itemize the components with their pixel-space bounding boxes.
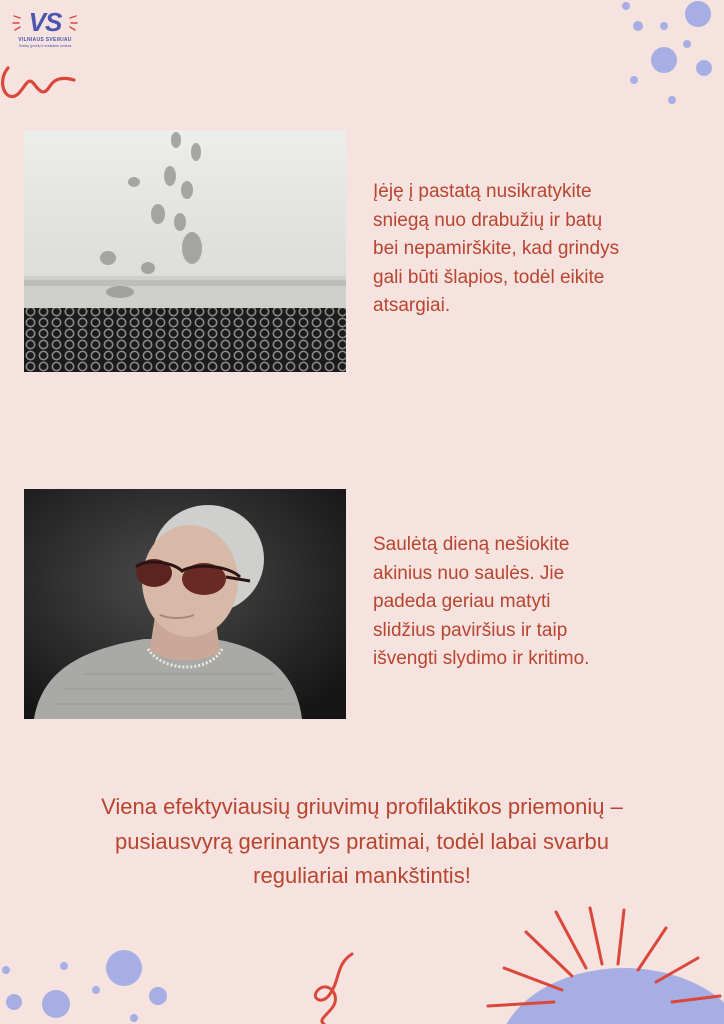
logo-name: VILNIAUS SVEIKIAU — [18, 37, 72, 43]
sunburst-decoration-icon — [468, 906, 724, 1024]
tip-text-snow: Įėję į pastatą nusikratykite sniegą nuo drabužių ir batų bei nepamirškite, kad grindys gali būti šlapios, todėl eikite atsargiai. — [373, 181, 620, 316]
brand-logo — [12, 6, 78, 52]
squiggle-decoration-icon — [0, 64, 78, 106]
closing-message: Viena efektyviausių griuvimų profilaktikos priemonių – pusiausvyrą gerinantys pratimai, todėl labai svarbu reguliariai mankštintis! — [101, 794, 623, 888]
tip-text-sunglasses: Saulėtą dieną nešiokite akinius nuo saulės. Jie padeda geriau matyti slidžius paviršius ir taip išvengti slydimo ir kritimo. — [373, 534, 590, 669]
logo-mark: VS — [28, 7, 62, 37]
elderly-woman-sunglasses-photo — [24, 489, 346, 719]
dots-decoration-bottom-icon — [0, 942, 170, 1024]
squiggle-decoration-bottom-icon — [300, 950, 370, 1024]
snowy-footprints-doormat-photo — [24, 130, 346, 372]
logo-tagline: Sveikų įpročių ir sveikatos centras — [18, 44, 72, 48]
dots-decoration-icon — [610, 0, 724, 110]
